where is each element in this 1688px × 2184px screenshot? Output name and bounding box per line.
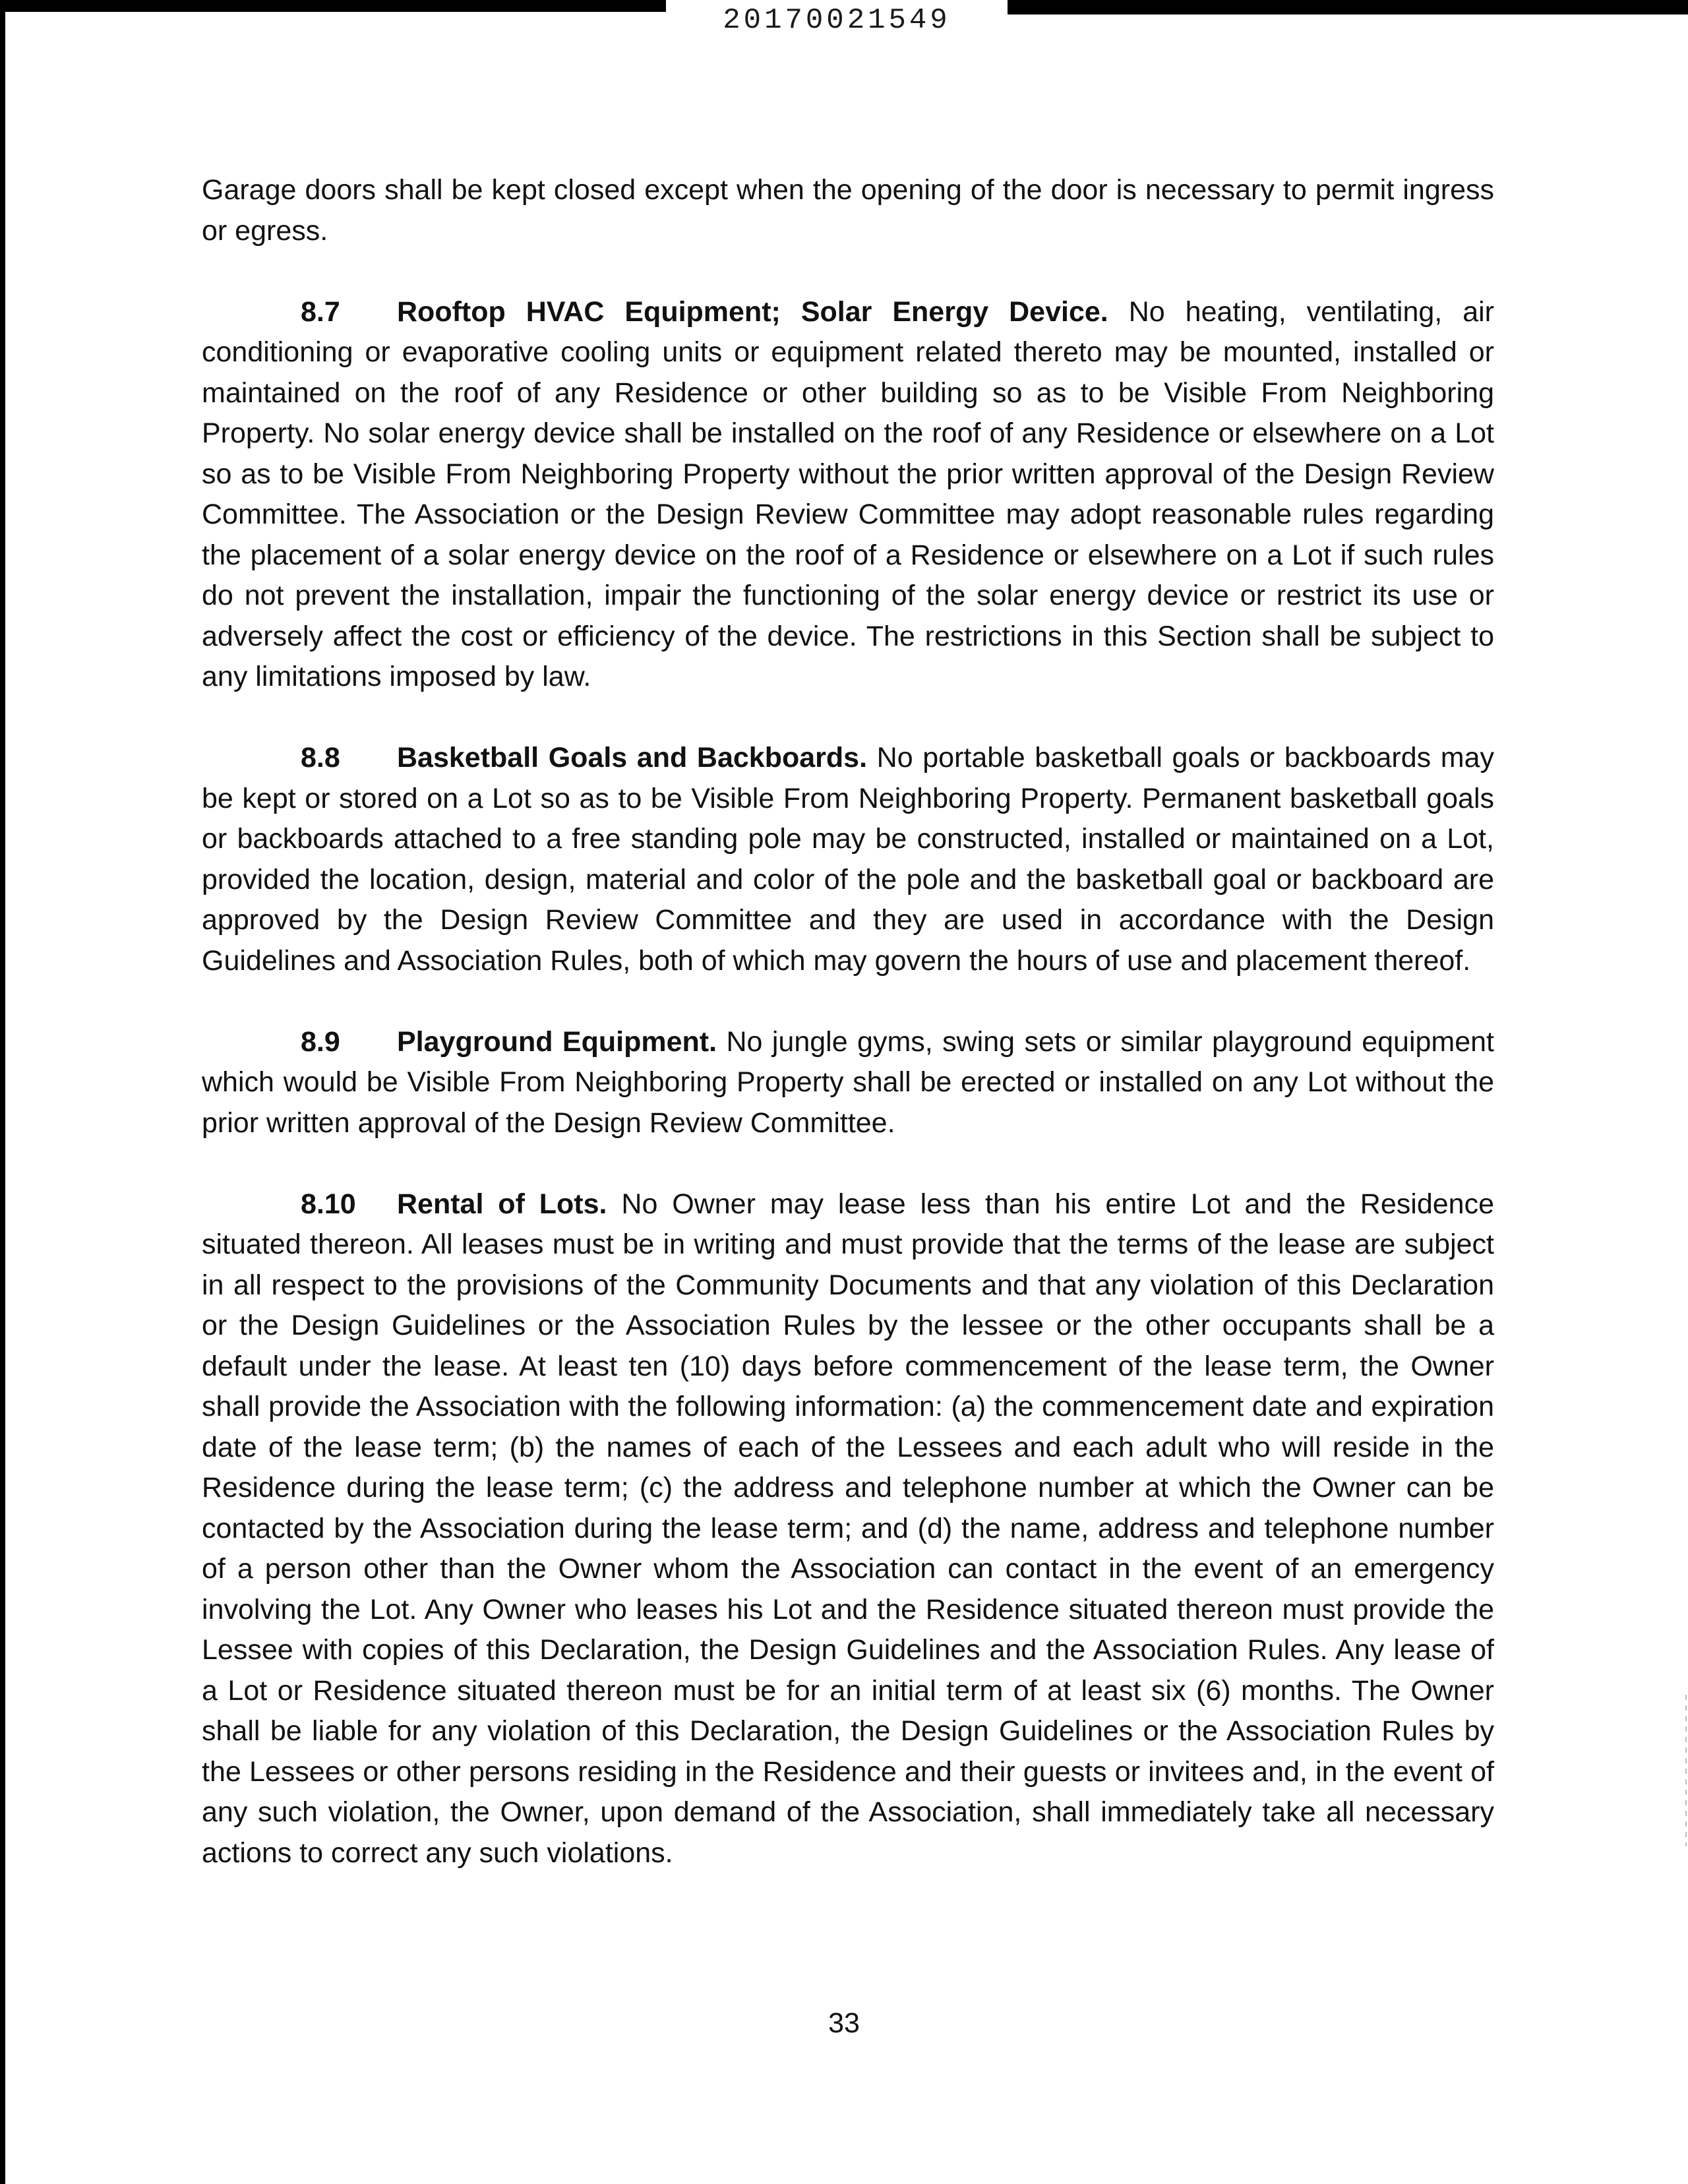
section-title: Playground Equipment. xyxy=(397,1025,717,1058)
garage-doors-paragraph xyxy=(202,170,1494,251)
section-8-9 xyxy=(202,1022,1494,1144)
section-number: 8.7 xyxy=(301,295,340,328)
section-title: Basketball Goals and Backboards. xyxy=(397,742,868,774)
paragraph-text: Garage doors shall be kept closed except when the opening of the door is necessary to permit ingress or egress. xyxy=(202,174,1494,247)
scan-top-bar-left xyxy=(0,0,666,12)
section-body: No Owner may lease less than his entire Lot and the Residence situated thereon. All leases must be in writing and must provide that the terms of the lease are subject in all respect to the provisions of the Community Documents and that any violation of this Declaration or the Design Guidelines or the Association Rules by the lessee or the other occupants shall be a default under the lease. At least ten (10) days before commencement of the lease term, the Owner shall provide the Association with the following information: (a) the commencement date and expiration date of the lease term; (b) the names of each of the Lessees and each adult who will reside in the Residence during the lease term; (c) the address and telephone number at which the Owner can be contacted by the Association during the lease term; and (d) the name, address and telephone number of a person other than the Owner whom the Association can contact in the event of an emergency involving the Lot. Any Owner who leases his Lot and the Residence situated thereon must provide the Lessee with copies of this Declaration, the Design Guidelines and the Association Rules. Any lease of a Lot or Residence situated thereon must be for an initial term of at least six (6) months. The Owner shall be liable for any violation of this Declaration, the Design Guidelines or the Association Rules by the Lessees or other persons residing in the Residence and their guests or invitees and, in the event of any such violation, the Owner, upon demand of the Association, shall immediately take all necessary actions to correct any such violations. xyxy=(202,1188,1494,1869)
section-title: Rental of Lots. xyxy=(397,1188,607,1220)
section-number: 8.9 xyxy=(301,1025,340,1058)
scan-left-edge xyxy=(0,0,5,2184)
scan-edge-mark xyxy=(1685,1695,1687,1846)
section-body: No heating, ventilating, air conditioning or evaporative cooling units or equipment related thereto may be mounted, installed or maintained on the roof of any Residence or other building so as to be Visible From Neighboring Property. No solar energy device shall be installed on the roof of any Residence or elsewhere on a Lot so as to be Visible From Neighboring Property without the prior written approval of the Design Review Committee. The Association or the Design Review Committee may adopt reasonable rules regarding the placement of a solar energy device on the roof of a Residence or elsewhere on a Lot if such rules do not prevent the installation, impair the functioning of the solar energy device or restrict its use or adversely affect the cost or efficiency of the device. The restrictions in this Section shall be subject to any limitations imposed by law. xyxy=(202,295,1494,692)
document-number: 20170021549 xyxy=(723,4,951,37)
section-8-8 xyxy=(202,738,1494,981)
section-8-7 xyxy=(202,292,1494,698)
section-8-10 xyxy=(202,1184,1494,1874)
section-title: Rooftop HVAC Equipment; Solar Energy Device. xyxy=(397,295,1108,328)
section-body: No portable basketball goals or backboards may be kept or stored on a Lot so as to be Visible From Neighboring Property. Permanent basketball goals or backboards attached to a free standing pole may be constructed, installed or maintained on a Lot, provided the location, design, material and color of the pole and the basketball goal or backboard are approved by the Design Review Committee and they are used in accordance with the Design Guidelines and Association Rules, both of which may govern the hours of use and placement thereof. xyxy=(202,742,1494,977)
scan-top-bar-right xyxy=(1008,0,1688,15)
section-number: 8.8 xyxy=(301,742,340,774)
document-body xyxy=(202,170,1494,1914)
section-body: No jungle gyms, swing sets or similar playground equipment which would be Visible From Neighboring Property shall be erected or installed on any Lot without the prior written approval of the Design Review Committee. xyxy=(202,1025,1495,1139)
page-number: 33 xyxy=(828,2007,860,2039)
section-number: 8.10 xyxy=(301,1188,356,1220)
